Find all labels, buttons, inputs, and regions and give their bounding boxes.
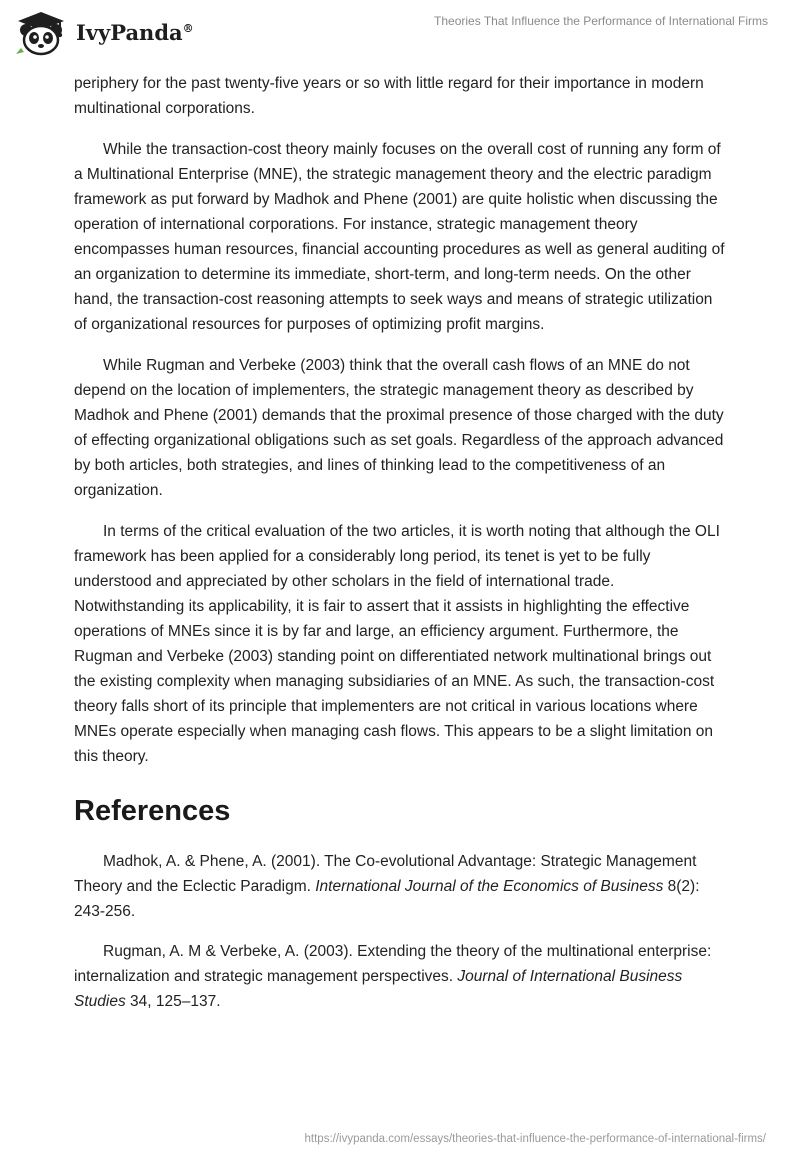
reference-tail: 34, 125–137.: [125, 993, 221, 1010]
paragraph: In terms of the critical evaluation of the two articles, it is worth noting that although the OLI framework has been applied for a considerably long period, its tenet is yet to be fully understood and appreciated by other scholars in the field of international trade. Notwithstanding its applicability, it is fair to assert that it assists in highlighting the effective operations of MNEs since it is by far and large, an efficiency argument. Furthermore, the Rugman and Verbeke (2003) standing point on differentiated network multinational brings out the existing complexity when managing subsidiaries of an MNE. As such, the transaction-cost theory falls short of its principle that implementers are not critical in various locations where MNEs operate especially when managing cash flows. This appears to be a slight limitation on this theory.: [74, 523, 720, 765]
reference-journal: Journal of International Business Studies: [74, 968, 683, 1010]
reference-journal: International Journal of the Economics of Business: [315, 878, 664, 895]
essay-content: [74, 70, 726, 1029]
panda-graduate-icon[interactable]: [14, 10, 68, 56]
references-heading: References: [74, 795, 231, 827]
brand-name[interactable]: [76, 20, 194, 45]
brand-registered-mark: ®: [182, 22, 194, 35]
paragraph: While the transaction-cost theory mainly focuses on the overall cost of running any form of a Multinational Enterprise (MNE), the strategic management theory and the electric paradigm framework as put forward by Madhok and Phene (2001) are quite holistic when discussing the operation of international corporations. For instance, strategic management theory encompasses human resources, financial accounting procedures as well as general auditing of an organization to determine its immediate, short-term, and long-term needs. On the other hand, the transaction-cost reasoning attempts to seek ways and means of strategic utilization of organizational resources for purposes of optimizing profit margins.: [74, 141, 725, 333]
paragraph-continued: periphery for the past twenty-five years or so with little regard for their importance in modern multinational corporations.: [74, 75, 704, 117]
reference-item: [74, 849, 726, 924]
reference-text: Rugman, A. M & Verbeke, A. (2003). Extending the theory of the multinational enterprise: internalization and strategic management perspectives.: [74, 943, 712, 985]
reference-item: [74, 939, 726, 1014]
page-header: [0, 0, 800, 70]
paragraph: While Rugman and Verbeke (2003) think that the overall cash flows of an MNE do not depend on the location of implementers, the strategic management theory as described by Madhok and Phene (2001) demands that the proximal presence of those charged with the duty of effecting organizational obligations such as set goals. Regardless of the approach advanced by both articles, both strategies, and lines of thinking lead to the competitiveness of an organization.: [74, 357, 724, 499]
references-list: [74, 849, 726, 1014]
brand-text: IvyPanda: [76, 20, 183, 45]
footer-url-link[interactable]: https://ivypanda.com/essays/theories-that-influence-the-performance-of-international-firms/: [304, 1133, 766, 1145]
reference-tail: 8(2): 243-256.: [74, 878, 700, 920]
reference-text: Madhok, A. & Phene, A. (2001). The Co-evolutional Advantage: Strategic Management Theory and the Eclectic Paradigm.: [74, 853, 697, 895]
document-title: Theories That Influence the Performance of International Firms: [434, 14, 768, 28]
